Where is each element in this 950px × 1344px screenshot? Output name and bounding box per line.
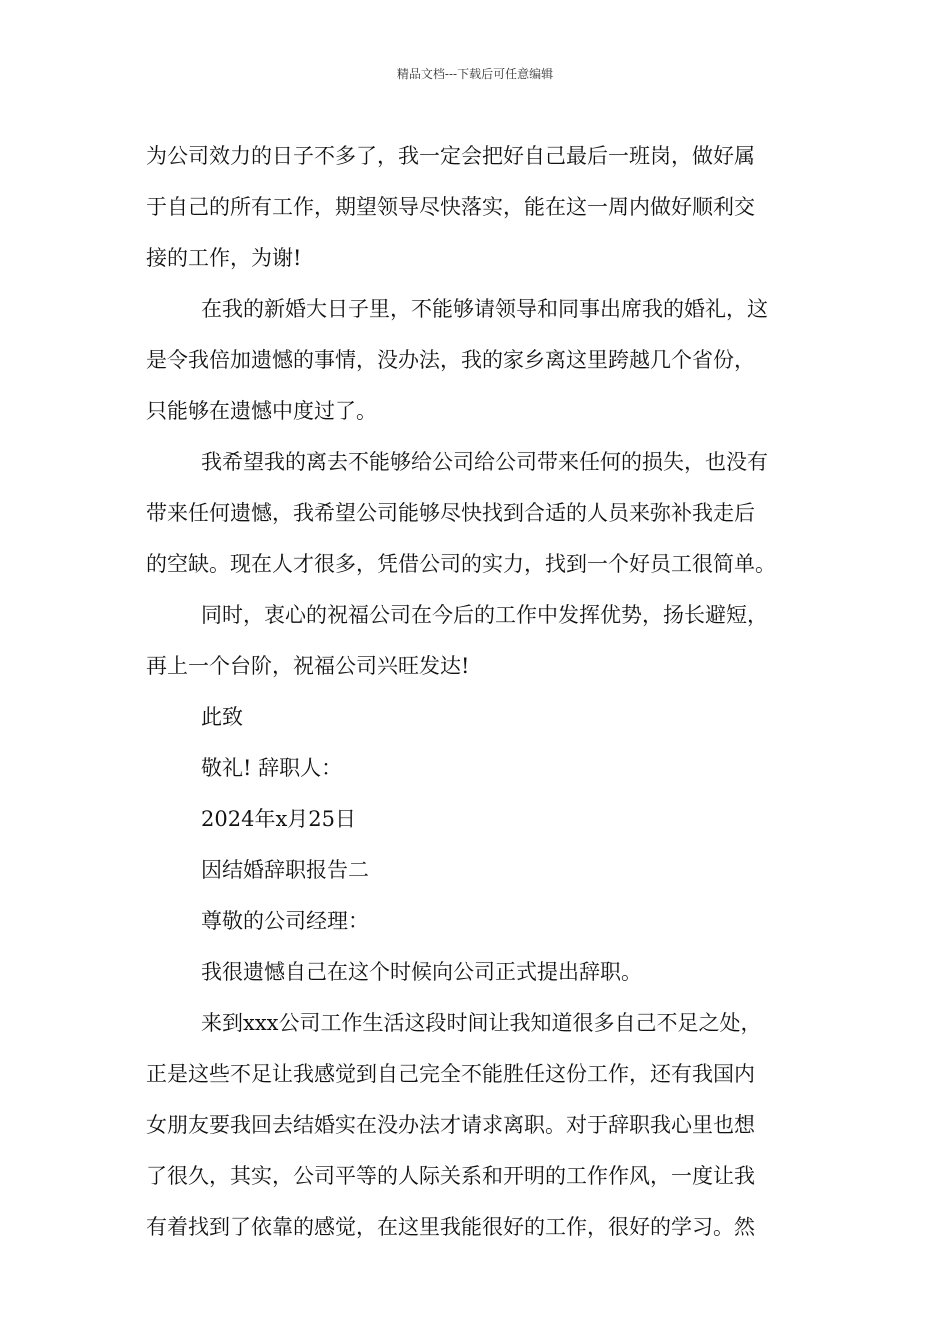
signature-line: 敬礼! 辞职人： bbox=[201, 756, 343, 780]
text-line: 只能够在遗憾中度过了。 bbox=[146, 399, 377, 423]
closing-salutation: 此致 bbox=[201, 705, 243, 729]
letter-salutation: 尊敬的公司经理： bbox=[201, 909, 369, 933]
text-line: 为公司效力的日子不多了，我一定会把好自己最后一班岗，做好属 bbox=[146, 144, 755, 168]
text-line: 正是这些不足让我感觉到自己完全不能胜任这份工作，还有我国内 bbox=[146, 1062, 755, 1086]
text-line: 女朋友要我回去结婚实在没办法才请求离职。对于辞职我心里也想 bbox=[146, 1113, 755, 1137]
text-line: 我希望我的离去不能够给公司给公司带来任何的损失，也没有 bbox=[201, 450, 768, 474]
text-line: 带来任何遗憾，我希望公司能够尽快找到合适的人员来弥补我走后 bbox=[146, 501, 755, 525]
text-line: 的空缺。现在人才很多，凭借公司的实力，找到一个好员工很简单。 bbox=[146, 552, 776, 576]
text-line: 来到xxx公司工作生活这段时间让我知道很多自己不足之处， bbox=[201, 1011, 762, 1035]
date-line: 2024年x月25日 bbox=[201, 807, 357, 831]
text-line: 我很遗憾自己在这个时候向公司正式提出辞职。 bbox=[201, 960, 642, 984]
text-line: 于自己的所有工作，期望领导尽快落实，能在这一周内做好顺利交 bbox=[146, 195, 755, 219]
text-line: 在我的新婚大日子里，不能够请领导和同事出席我的婚礼，这 bbox=[201, 297, 768, 321]
section-title: 因结婚辞职报告二 bbox=[201, 858, 369, 882]
text-line: 同时，衷心的祝福公司在今后的工作中发挥优势，扬长避短， bbox=[201, 603, 768, 627]
text-line: 接的工作，为谢! bbox=[146, 246, 302, 270]
text-line: 再上一个台阶，祝福公司兴旺发达! bbox=[146, 654, 470, 678]
text-line: 有着找到了依靠的感觉，在这里我能很好的工作，很好的学习。然 bbox=[146, 1215, 755, 1239]
page-header: 精品文档---下载后可任意编辑 bbox=[396, 67, 554, 81]
document-body bbox=[146, 131, 810, 1253]
text-line: 了很久，其实，公司平等的人际关系和开明的工作作风，一度让我 bbox=[146, 1164, 755, 1188]
text-line: 是令我倍加遗憾的事情，没办法，我的家乡离这里跨越几个省份， bbox=[146, 348, 755, 372]
